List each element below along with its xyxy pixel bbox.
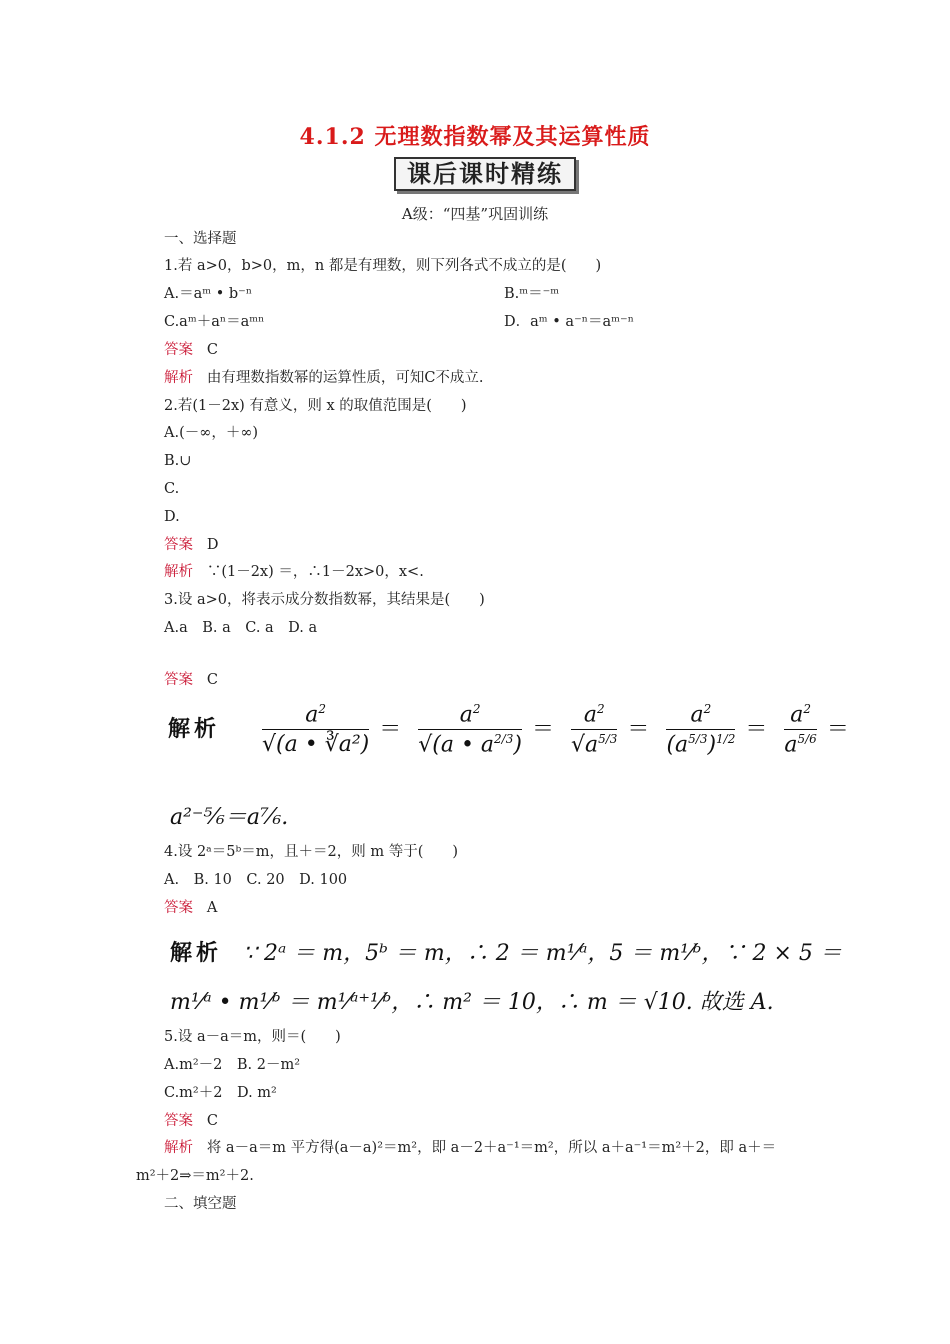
q1-option-d: D．aᵐ • a⁻ⁿ＝aᵐ⁻ⁿ (504, 314, 634, 330)
answer-value: C (206, 672, 218, 688)
answer-label: 答案 (164, 537, 193, 553)
analysis-text: 将 a－a＝m 平方得(a－a)²＝m²，即 a－2＋a⁻¹＝m²，所以 a＋a⁻¹＝m²＋2，即 a＋＝ (206, 1140, 777, 1156)
analysis-text: ∵(1－2x) ＝，∴1－2x>0，x<. (206, 564, 424, 580)
q5-analysis-line2: m²＋2⇒＝m²＋2. (136, 1168, 254, 1184)
answer-label: 答案 (164, 342, 193, 358)
analysis-label: 解析 (164, 1140, 193, 1156)
q3-answer (164, 670, 218, 690)
q4-answer (164, 898, 217, 918)
answer-value: D (206, 537, 219, 553)
q2-stem: 2.若(1－2x) 有意义，则 x 的取值范围是( ) (164, 398, 467, 414)
q2-option-a: A.(－∞，＋∞) (164, 425, 259, 441)
section-heading-fill: 二、填空题 (164, 1196, 237, 1212)
q4-analysis-line1 (170, 936, 842, 967)
q5-analysis-line1 (164, 1138, 776, 1158)
q2-analysis (164, 562, 424, 582)
answer-label: 答案 (164, 900, 193, 916)
section-heading-choice: 一、选择题 (164, 231, 237, 247)
q1-option-a: A.＝aᵐ • b⁻ⁿ (164, 286, 253, 302)
q4-stem: 4.设 2ᵃ＝5ᵇ＝m，且＋＝2，则 m 等于( ) (164, 844, 459, 860)
analysis-label: 解析 (164, 564, 193, 580)
q3-analysis-result: a²⁻⁵⁄₆＝a⁷⁄₆. (170, 805, 289, 830)
analysis-text: 由有理数指数幂的运算性质，可知C不成立. (206, 370, 484, 386)
answer-value: C (206, 342, 218, 358)
q5-stem: 5.设 a－a＝m，则＝( ) (164, 1029, 341, 1045)
q1-option-b: B.ᵐ＝⁻ᵐ (504, 286, 560, 302)
q2-option-b: B.∪ (164, 453, 192, 469)
q5-answer (164, 1111, 218, 1131)
fraction: $\frac{a^2}{√a^{5/3}}$ (570, 702, 618, 758)
q2-option-c: C. (164, 481, 180, 497)
q5-options-cd: C.m²＋2 D. m² (164, 1085, 277, 1101)
section-banner: 课后课时精练 (394, 157, 576, 191)
analysis-label: 解析 (170, 940, 223, 966)
answer-value: C (206, 1113, 218, 1129)
answer-label: 答案 (164, 1113, 193, 1129)
answer-label: 答案 (164, 672, 193, 688)
q3-analysis-formula: 解析 $\frac{a^2}{\text{√(a • ∛a²)}}$ ＝ $\frac{a^2}{√(a • a^{2/3})}$ ＝ $\frac{a^2}{√a^{5/3}}$ ＝ $\frac{a^2}{(a^{5/3})^{1/2}}$ ＝ $\frac{a^2}{a^{5/6}}$ ＝ (168, 702, 849, 758)
q4-analysis-line2: m¹⁄ᵃ • m¹⁄ᵇ ＝ m¹⁄ᵃ⁺¹⁄ᵇ，∴ m² ＝ 10，∴ m ＝ √10. 故选 A. (170, 990, 774, 1015)
level-subtitle: A级：“四基”巩固训练 (401, 205, 549, 223)
fraction: $\frac{a^2}{\text{√(a • ∛a²)}}$ (262, 702, 370, 758)
answer-value: A (206, 900, 218, 916)
q4-options: A. B. 10 C. 20 D. 100 (164, 872, 348, 888)
q3-options: A.a B. a C. a D. a (164, 620, 318, 636)
q1-analysis (164, 368, 484, 388)
q1-stem: 1.若 a>0，b>0，m，n 都是有理数，则下列各式不成立的是( ) (164, 258, 602, 274)
analysis-label: 解析 (168, 715, 221, 742)
fraction: $\frac{a^2}{(a^{5/3})^{1/2}}$ (666, 702, 736, 758)
fraction: $\frac{a^2}{a^{5/6}}$ (784, 702, 817, 758)
q3-stem: 3.设 a>0，将表示成分数指数幂，其结果是( ) (164, 592, 485, 608)
q5-options-ab: A.m²－2 B. 2－m² (164, 1057, 301, 1073)
q2-answer (164, 535, 218, 555)
analysis-text: ∵ 2ᵃ ＝ m，5ᵇ ＝ m，∴ 2 ＝ m¹⁄ᵃ，5 ＝ m¹⁄ᵇ，∵ 2 × 5 ＝ (243, 941, 842, 966)
document-title: 4.1.2 无理数指数幂及其运算性质 (299, 124, 651, 150)
q1-answer (164, 340, 218, 360)
analysis-label: 解析 (164, 370, 193, 386)
fraction: $\frac{a^2}{√(a • a^{2/3})}$ (418, 702, 522, 758)
q2-option-d: D. (164, 509, 180, 525)
q1-option-c: C.aᵐ＋aⁿ＝aᵐⁿ (164, 314, 265, 330)
